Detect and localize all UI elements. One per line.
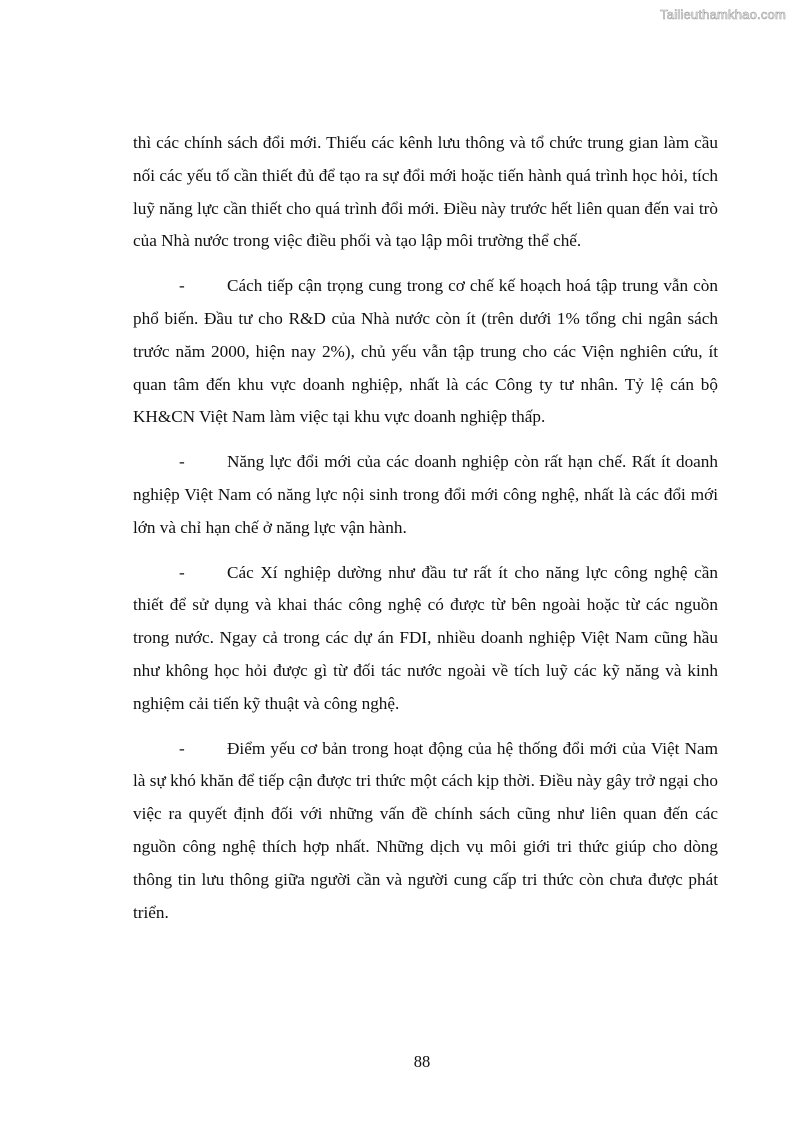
paragraph-text: thì các chính sách đổi mới. Thiếu các kênh lưu thông và tổ chức trung gian làm cầu nối các yếu tố cần thiết đủ để tạo ra sự đổi mới hoặc tiến hành quá trình học hỏi, tích luỹ năng lực cần thiết cho quá trình đổi mới. Điều này trước hết liên quan đến vai trò của Nhà nước trong việc điều phối và tạo lập môi trường thể chế.	[133, 133, 718, 251]
paragraph-text: Cách tiếp cận trọng cung trong cơ chế kế hoạch hoá tập trung vẫn còn phổ biến. Đầu tư cho R&D của Nhà nước còn ít (trên dưới 1% tổng chi ngân sách trước năm 2000, hiện nay 2%), chủ yếu vẫn tập trung cho các Viện nghiên cứu, ít quan tâm đến khu vực doanh nghiệp, nhất là các Công ty tư nhân. Tỷ lệ cán bộ KH&CN Việt Nam làm việc tại khu vực doanh nghiệp thấp.	[133, 276, 718, 427]
paragraph-text: Năng lực đổi mới của các doanh nghiệp còn rất hạn chế. Rất ít doanh nghiệp Việt Nam có năng lực nội sinh trong đổi mới công nghệ, nhất là các đổi mới lớn và chỉ hạn chế ở năng lực vận hành.	[133, 452, 718, 537]
bullet-dash: -	[179, 452, 185, 472]
paragraph-text: Các Xí nghiệp dường như đầu tư rất ít cho năng lực công nghệ cần thiết để sử dụng và khai thác công nghệ có được từ bên ngoài hoặc từ các nguồn trong nước. Ngay cả trong các dự án FDI, nhiều doanh nghiệp Việt Nam cũng hầu như không học hỏi được gì từ đối tác nước ngoài về tích luỹ các kỹ năng và kinh nghiệm cải tiến kỹ thuật và công nghệ.	[133, 562, 718, 713]
page-number: 88	[413, 1052, 431, 1071]
bullet-paragraph	[133, 270, 718, 434]
paragraph-text: Điểm yếu cơ bản trong hoạt động của hệ thống đổi mới của Việt Nam là sự khó khăn để tiếp cận được tri thức một cách kịp thời. Điều này gây trở ngại cho việc ra quyết định đối với những vấn đề chính sách cũng như liên quan đến các nguồn công nghệ thích hợp nhất. Những dịch vụ môi giới tri thức giúp cho dòng thông tin lưu thông giữa người cần và người cung cấp tri thức còn chưa được phát triển.	[133, 738, 718, 922]
bullet-dash: -	[179, 738, 185, 758]
bullet-dash: -	[179, 562, 185, 582]
bullet-dash: -	[179, 276, 185, 296]
document-body	[133, 127, 718, 941]
bullet-paragraph	[133, 733, 718, 930]
paragraph-continuation	[133, 127, 718, 258]
bullet-paragraph	[133, 557, 718, 721]
watermark-text: Tailieuthamkhao.com	[660, 7, 786, 22]
bullet-paragraph	[133, 446, 718, 544]
